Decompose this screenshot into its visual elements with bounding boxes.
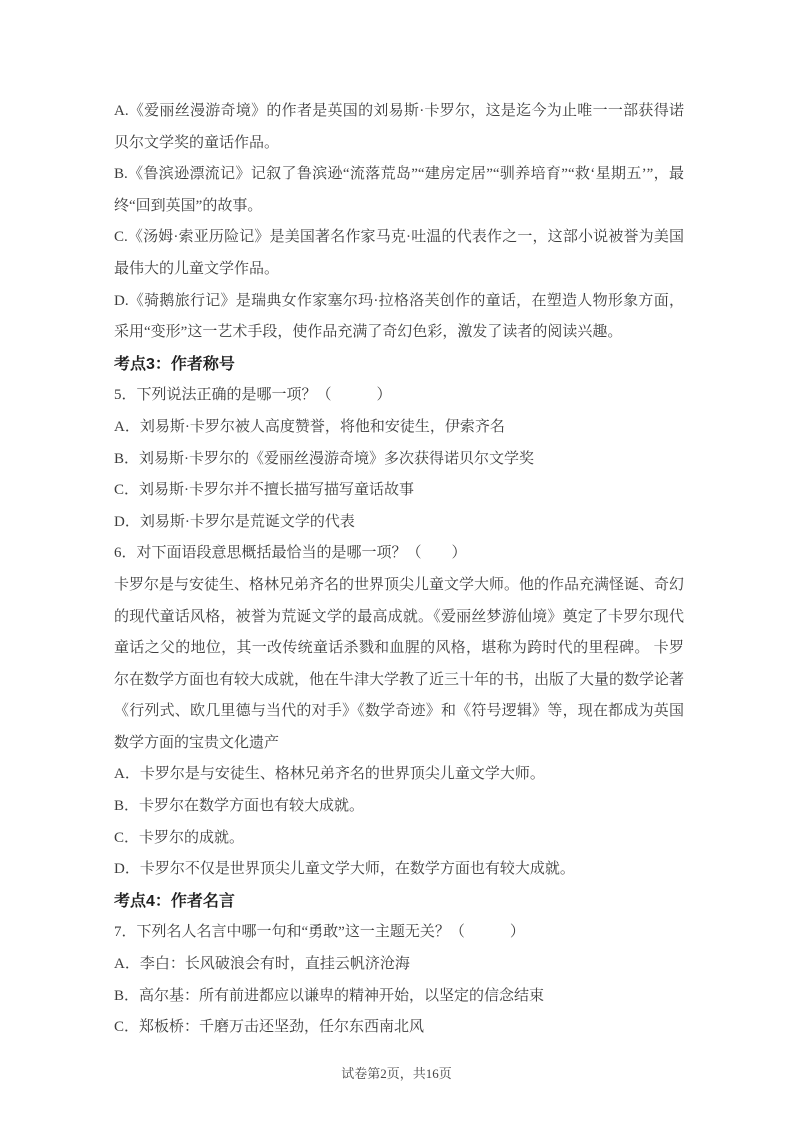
- q7-option-b: B．高尔基：所有前进都应以谦卑的精神开始，以坚定的信念结束: [114, 987, 545, 1004]
- question6-passage: 卡罗尔是与安徒生、格林兄弟齐名的世界顶尖儿童文学大师。他的作品充满怪诞、奇幻的现代童话风格，被誉为荒诞文学的最高成就。《爱丽丝梦游仙境》奠定了卡罗尔现代童话之父的地位，其一改传统童话杀戮和血腥的风格，堪称为跨时代的里程碑。 卡罗尔在数学方面也有较大成就，他在牛津大学教了近三十年的书，出版了大量的数学论著《行列式、欧几里德与当代的对手》《数学奇迹》和《符号逻辑》等，现在都成为英国数学方面的宝贵文化遗产: [114, 576, 685, 751]
- q6-option-a: A．卡罗尔是与安徒生、格林兄弟齐名的世界顶尖儿童文学大师。: [114, 766, 545, 783]
- question5-stem: 5．下列说法正确的是哪一项？（ ）: [114, 387, 392, 404]
- q4-option-d: D.《骑鹅旅行记》是瑞典女作家塞尔玛·拉格洛芙创作的童话，在塑造人物形象方面，采用“变形”这一艺术手段，使作品充满了奇幻色彩，激发了读者的阅读兴趣。: [114, 292, 684, 341]
- q4-option-b: B.《鲁滨逊漂流记》记叙了鲁滨逊“流落荒岛”“建房定居”“驯养培育”“救‘星期五’”，最终“回到英国”的故事。: [114, 166, 684, 214]
- q5-option-c: C．刘易斯·卡罗尔并不擅长描写描写童话故事: [114, 482, 415, 499]
- q4-option-a: A.《爱丽丝漫游奇境》的作者是英国的刘易斯·卡罗尔，这是迄今为止唯一一部获得诺贝尔文学奖的童话作品。: [114, 103, 684, 151]
- section-heading-kaodian3: 考点3：作者称号: [114, 355, 235, 373]
- q6-option-c: C．卡罗尔的成就。: [114, 829, 245, 846]
- page-footer: 试卷第2页，共16页: [341, 1066, 452, 1081]
- q5-option-b: B．刘易斯·卡罗尔的《爱丽丝漫游奇境》多次获得诺贝尔文学奖: [114, 450, 535, 467]
- q7-option-a: A．李白：长风破浪会有时，直挂云帆济沧海: [114, 956, 410, 973]
- q6-option-b: B．卡罗尔在数学方面也有较大成就。: [114, 798, 365, 815]
- q5-option-d: D．刘易斯·卡罗尔是荒诞文学的代表: [114, 513, 355, 530]
- q5-option-a: A．刘易斯·卡罗尔被人高度赞誉，将他和安徒生，伊索齐名: [114, 418, 505, 435]
- q6-option-d: D．卡罗尔不仅是世界顶尖儿童文学大师，在数学方面也有较大成就。: [114, 861, 575, 878]
- question7-stem: 7．下列名人名言中哪一句和“勇敢”这一主题无关？（ ）: [114, 924, 525, 941]
- section-heading-kaodian4: 考点4：作者名言: [114, 892, 235, 910]
- q4-option-c: C.《汤姆·索亚历险记》是美国著名作家马克·吐温的代表作之一，这部小说被誉为美国最伟大的儿童文学作品。: [114, 229, 684, 277]
- q7-option-c: C．郑板桥：千磨万击还坚劲，任尔东西南北风: [114, 1019, 425, 1036]
- question6-stem: 6．对下面语段意思概括最恰当的是哪一项？（ ）: [114, 545, 467, 562]
- page-content: [114, 96, 684, 1044]
